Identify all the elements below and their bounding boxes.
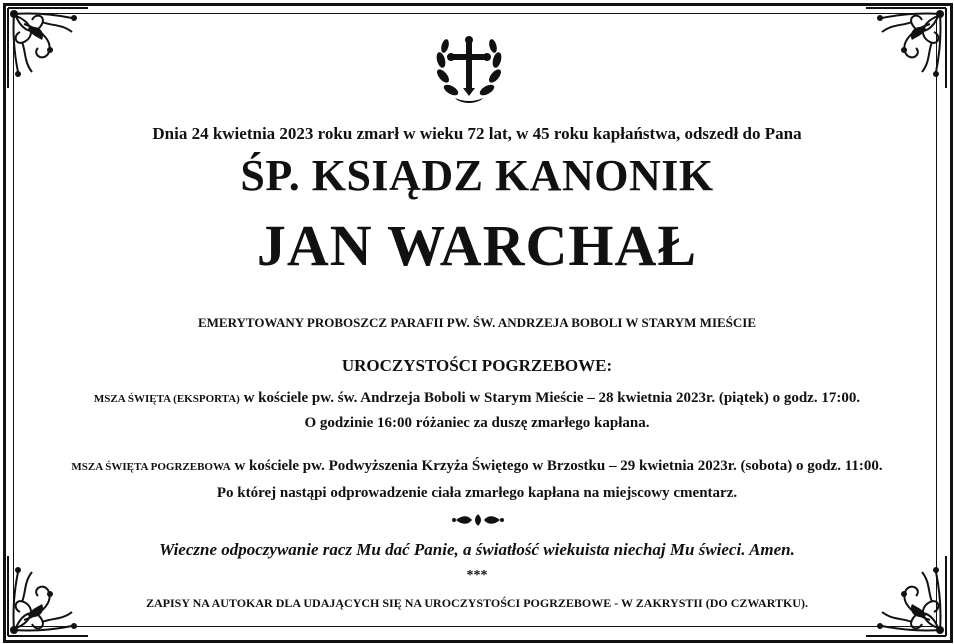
mass-2-line xyxy=(0,458,954,475)
rosary-info: O godzinie 16:00 różaniec za duszę zmarłego kapłana. xyxy=(304,415,650,431)
floral-ornament-icon xyxy=(452,512,504,528)
mass-2-type: MSZA ŚWIĘTA POGRZEBOWA xyxy=(71,461,231,473)
death-announcement: Dnia 24 kwietnia 2023 roku zmarł w wieku 72 lat, w 45 roku kapłaństwa, odszedł do Pana xyxy=(152,124,802,143)
mass-1-details: w kościele pw. św. Andrzeja Boboli w Starym Mieście – 28 kwietnia 2023r. (piątek) o godz. 17:00. xyxy=(243,390,861,406)
funeral-heading: UROCZYSTOŚCI POGRZEBOWE: xyxy=(341,356,613,375)
bus-registration-note: ZAPISY NA AUTOKAR DLA UDAJĄCYCH SIĘ NA UROCZYSTOŚCI POGRZEBOWE - W ZAKRYSTII (DO CZWARTKU). xyxy=(146,596,808,610)
mass-1-line xyxy=(0,390,954,407)
cross-in-laurel-wreath-icon xyxy=(433,30,505,104)
deceased-name: JAN WARCHAŁ xyxy=(256,213,698,278)
ornamental-corner-icon xyxy=(860,2,952,94)
separator-stars: *** xyxy=(466,568,488,583)
ornamental-corner-icon xyxy=(2,2,94,94)
procession-info: Po której nastąpi odprowadzenie ciała zmarłego kapłana na miejscowy cmentarz. xyxy=(216,485,738,501)
prayer-text: Wieczne odpoczywanie racz Mu dać Panie, a światłość wiekuista niechaj Mu świeci. Amen. xyxy=(159,540,795,559)
mass-1-type: MSZA ŚWIĘTA (EKSPORTA) xyxy=(93,393,240,405)
deceased-title: ŚP. KSIĄDZ KANONIK xyxy=(240,151,714,200)
deceased-role: EMERYTOWANY PROBOSZCZ PARAFII PW. ŚW. ANDRZEJA BOBOLI W STARYM MIEŚCIE xyxy=(197,315,757,330)
mass-2-details: w kościele pw. Podwyższenia Krzyża Świętego w Brzostku – 29 kwietnia 2023r. (sobota) o godz. 11:00. xyxy=(234,458,883,474)
